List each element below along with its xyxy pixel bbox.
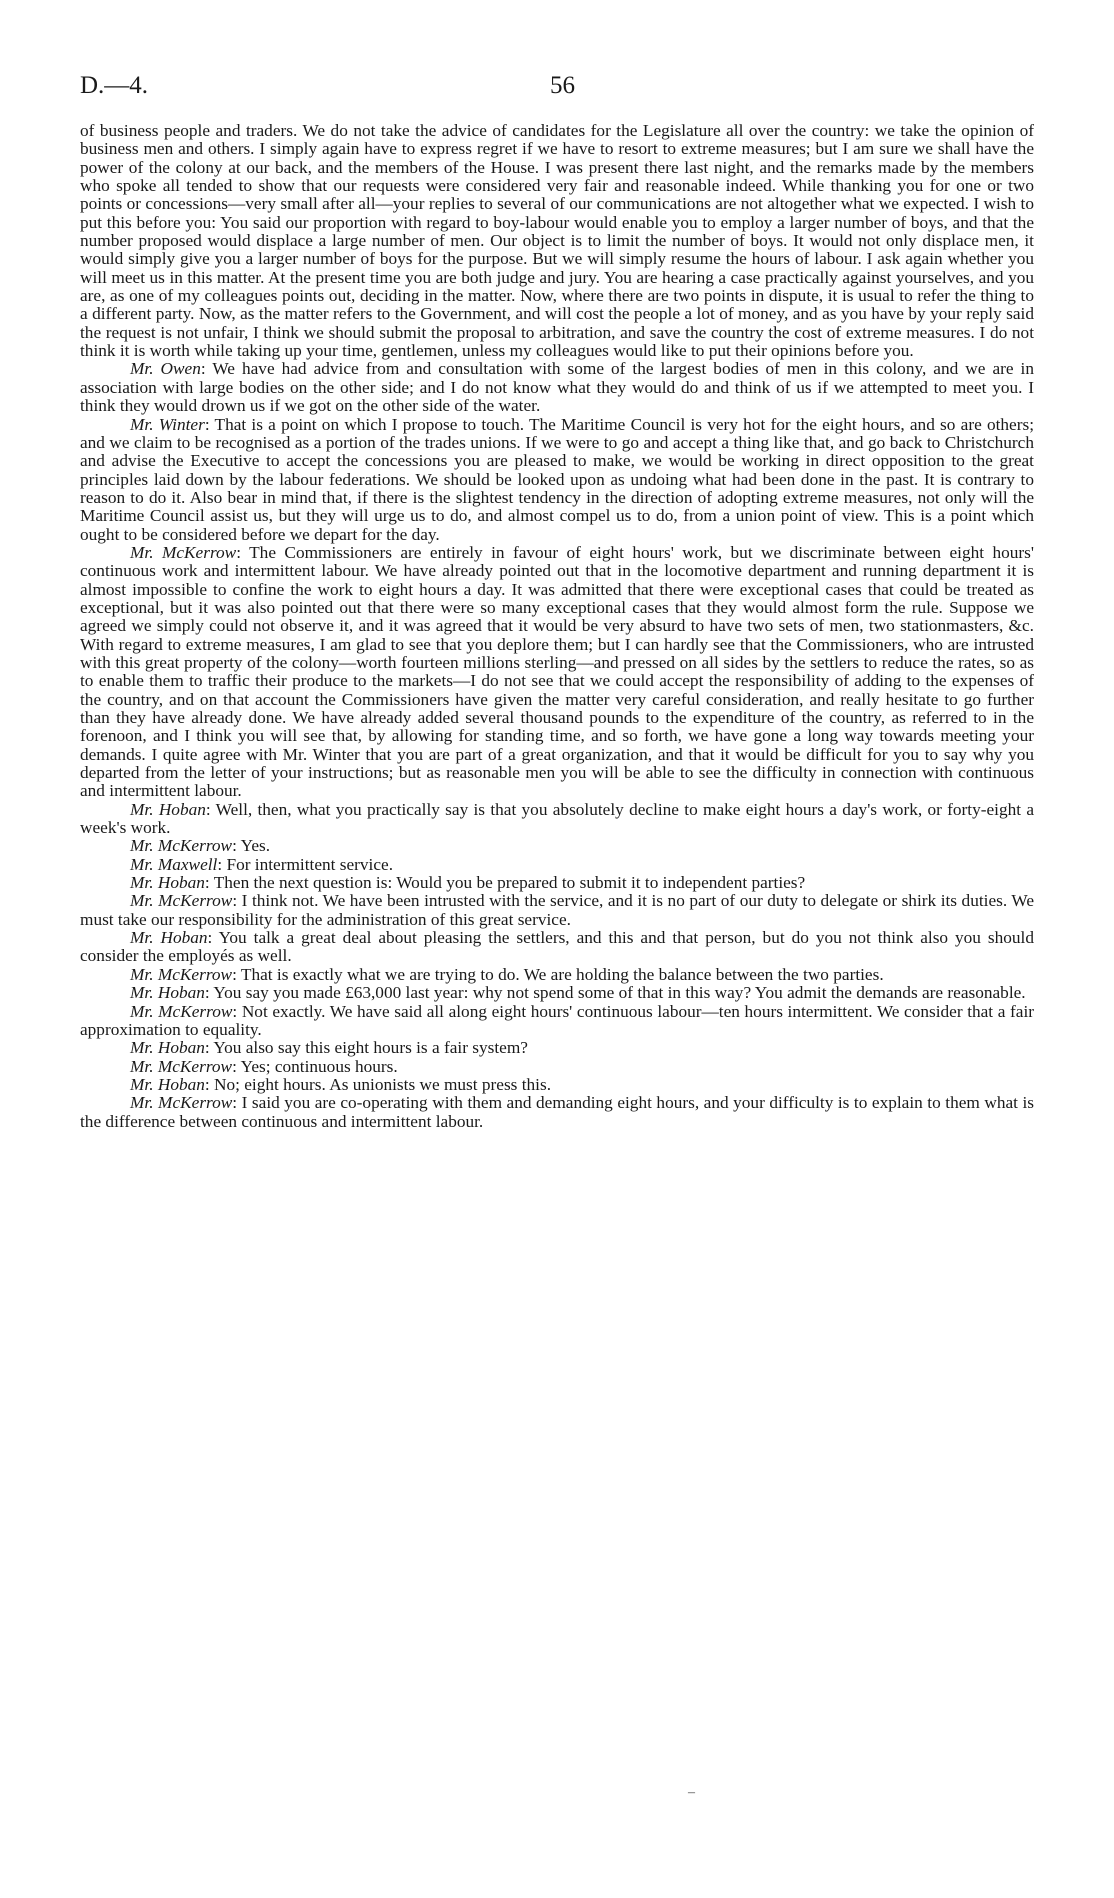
paragraph-text: You also say this eight hours is a fair system? <box>213 1038 528 1058</box>
paragraph-text: Then the next question is: Would you be prepared to submit it to independent parties? <box>213 873 806 893</box>
paragraph: Mr. Hoban: No; eight hours. As unionists we must press this. <box>130 1074 552 1094</box>
paragraph: Mr. Maxwell: For intermittent service. <box>130 854 394 874</box>
document-reference: D.—4. <box>80 72 149 99</box>
paragraph-text: The Commissioners are entirely in favour of eight hours' work, but we discriminate between eight hours' continuous work and intermittent labour. We have already pointed out that in the locomotive department and running department it is almost impossible to confine the work to eight hours a day. It was admitted that there were exceptional cases that could be treated as exceptional, but it was also pointed out that there were so many exceptional cases that they would almost form the rule. Suppose we agreed we simply could not observe it, and it was agreed that it would be very absurd to have two sets of men, two stationmasters, &c. With regard to extreme measures, I am glad to see that you deplore them; but I can hardly see that the Commissioners, who are intrusted with this great property of the colony—worth fourteen millions sterling—and pressed on all sides by the settlers to reduce the rates, so as to enable them to traffic their produce to the markets—I do not see that we could accept the responsibility of adding to the expenses of the country, and on that account the Commissioners have given the matter very careful consideration, and really hesitate to go further than they have already done. We have already added several thousand pounds to the expenditure of the country, as referred to in the forenoon, and I think you will see that, by allowing for standing time, and so forth, we have gone a long way towards meeting your demands. I quite agree with Mr. Winter that you are part of a great organization, and that it would be difficult for you to say why you departed from the letter of your instructions; but as reasonable men you will be able to see the difficulty in connection with continuous and intermittent labour. <box>80 542 1034 801</box>
paragraph: Mr. Hoban: Well, then, what you practically say is that you absolutely decline to make eight hours a day's work, or forty-eight a week's work. <box>80 799 1035 838</box>
paragraph-text: That is a point on which I propose to touch. The Maritime Council is very hot for the eight hours, and so are others; and we claim to be recognised as a portion of the trades unions. If we were to go and accept a thing like that, and go back to Christchurch and advise the Executive to accept the concessions you are pleased to make, we would be working in direct opposition to the great principles laid down by the labour federations. We should be looked upon as undoing what had been done in the past. It is contrary to reason to do it. Also bear in mind that, if there is the slightest tendency in the direction of adopting extreme measures, not only will the Maritime Council assist us, but they will urge us to do, and almost compel us to do, from a union point of view. This is a point which ought to be considered before we depart for the day. <box>80 414 1034 544</box>
paragraph: Mr. McKerrow: The Commissioners are entirely in favour of eight hours' work, but we discriminate between eight hours' continuous work and intermittent labour. We have already pointed out that in the locomotive department and running department it is almost impossible to confine the work to eight hours a day. It was admitted that there were exceptional cases that could be treated as exceptional, but it was also pointed out that there were so many exceptional cases that they would almost form the rule. Suppose we agreed we simply could not observe it, and it was agreed that it would be very absurd to have two sets of men, two stationmasters, &c. With regard to extreme measures, I am glad to see that you deplore them; but I can hardly see that the Commissioners, who are intrusted with this great property of the colony—worth fourteen millions sterling—and pressed on all sides by the settlers to reduce the rates, so as to enable them to traffic their produce to the markets—I do not see that we could accept the responsibility of adding to the expenses of the country, and on that account the Commissioners have given the matter very careful consideration, and really hesitate to go further than they have already done. We have already added several thousand pounds to the expenditure of the country, as referred to in the forenoon, and I think you will see that, by allowing for standing time, and so forth, we have gone a long way towards meeting your demands. I quite agree with Mr. Winter that you are part of a great organization, and that it would be difficult for you to say why you departed from the letter of your instructions; but as reasonable men you will be able to see the difficulty in connection with continuous and intermittent labour. <box>80 542 1034 801</box>
speaker-name: Mr. McKerrow <box>130 1093 233 1113</box>
paragraph: Mr. Hoban: Then the next question is: Would you be prepared to submit it to independent parties? <box>130 873 806 893</box>
speaker-name: Mr. McKerrow <box>130 1056 233 1076</box>
paragraph-text: Yes; continuous hours. <box>240 1056 398 1076</box>
speaker-name: Mr. Hoban <box>130 1038 205 1058</box>
speaker-name: Mr. Hoban <box>130 873 205 893</box>
speaker-name: Mr. Hoban <box>130 983 205 1003</box>
paragraph-text: You say you made £63,000 last year: why not spend some of that in this way? You admit the demands are reasonable. <box>213 983 1026 1003</box>
speaker-name: Mr. McKerrow <box>130 1001 233 1021</box>
speaker-name: Mr. Hoban <box>130 928 208 948</box>
paragraph: Mr. McKerrow: Not exactly. We have said all along eight hours' continuous labour—ten hours intermittent. We consider that a fair approximation to equality. <box>80 1001 1035 1039</box>
speaker-name: Mr. McKerrow <box>130 891 233 911</box>
paragraph: Mr. McKerrow: I think not. We have been intrusted with the service, and it is no part of our duty to delegate or shirk its duties. We must take our responsibility for the administration of this great service. <box>80 891 1034 929</box>
paragraph-text: I think not. We have been intrusted with the service, and it is no part of our duty to delegate or shirk its duties. We must take our responsibility for the administration of this great service. <box>80 891 1034 929</box>
speaker-name: Mr. McKerrow <box>130 964 233 984</box>
page-number: 56 <box>550 72 575 99</box>
paragraph: Mr. Hoban: You say you made £63,000 last year: why not spend some of that in this way? You admit the demands are reasonable. <box>130 983 1026 1003</box>
paragraph-text: Yes. <box>240 836 271 856</box>
speaker-name: Mr. Owen <box>130 359 201 379</box>
speaker-name: Mr. Hoban <box>130 799 206 819</box>
paragraph-text: No; eight hours. As unionists we must press this. <box>214 1074 552 1094</box>
page-body <box>80 122 1034 1131</box>
speaker-name: Mr. Winter <box>130 414 205 434</box>
paragraph-text: of business people and traders. We do not take the advice of candidates for the Legislature all over the country: we take the opinion of business men and others. I simply again have to express regret if we have to resort to extreme measures; but I am sure we shall have the power of the colony at our back, and the members of the House. I was present there last night, and the remarks made by the members who spoke all tended to show that our requests were considered very fair and reasonable indeed. While thanking you for one or two points or concessions—very small after all—your replies to several of our communications are not altogether what we expected. I wish to put this before you: You said our proportion with regard to boy-labour would enable you to employ a larger number of boys, and that the number proposed would displace a large number of men. Our object is to limit the number of boys. It would not only displace men, it would simply give you a larger number of boys for the purpose. But we will simply resume the hours of labour. I ask again whether you will meet us in this matter. At the present time you are both judge and jury. You are hearing a case practically against yourselves, and you are, as one of my colleagues points out, deciding in the matter. Now, where there are two points in dispute, it is usual to refer the thing to a different party. Now, as the matter refers to the Government, and will cost the people a lot of money, and as you have by your reply said the request is not unfair, I think we should submit the proposal to arbitration, and save the country the cost of extreme measures. I do not think it is worth while taking up your time, gentlemen, unless my colleagues would like to put their opinions before you. <box>80 121 1034 361</box>
page-header <box>80 72 1034 106</box>
paragraph-text: We have had advice from and consultation with some of the largest bodies of men in this colony, and we are in association with large bodies on the other side; and I do not know what they would do and think of us if we attempted to meet you. I think they would drown us if we got on the other side of the water. <box>80 359 1034 416</box>
footer-mark: – <box>688 1785 695 1800</box>
paragraph: Mr. McKerrow: Yes; continuous hours. <box>130 1056 398 1076</box>
paragraph: Mr. Hoban: You talk a great deal about pleasing the settlers, and this and that person, but do you not think also you should consider the employés as well. <box>80 928 1034 966</box>
paragraph: Mr. Winter: That is a point on which I propose to touch. The Maritime Council is very hot for the eight hours, and so are others; and we claim to be recognised as a portion of the trades unions. If we were to go and accept a thing like that, and go back to Christchurch and advise the Executive to accept the concessions you are pleased to make, we would be working in direct opposition to the great principles laid down by the labour federations. We should be looked upon as undoing what had been done in the past. It is contrary to reason to do it. Also bear in mind that, if there is the slightest tendency in the direction of adopting extreme measures, not only will the Maritime Council assist us, but they will urge us to do, and almost compel us to do, from a union point of view. This is a point which ought to be considered before we depart for the day. <box>80 414 1034 544</box>
paragraph-text: Not exactly. We have said all along eight hours' continuous labour—ten hours intermittent. We consider that a fair approximation to equality. <box>80 1001 1035 1039</box>
paragraph: Mr. McKerrow: That is exactly what we are trying to do. We are holding the balance between the two parties. <box>130 964 884 984</box>
paragraph-text: For intermittent service. <box>226 854 394 874</box>
paragraph: Mr. McKerrow: I said you are co-operating with them and demanding eight hours, and your difficulty is to explain to them what is the difference between continuous and intermittent labour. <box>80 1093 1034 1131</box>
paragraph: Mr. Hoban: You also say this eight hours is a fair system? <box>130 1038 528 1058</box>
speaker-name: Mr. McKerrow <box>130 542 237 562</box>
paragraph-text: I said you are co-operating with them and demanding eight hours, and your difficulty is to explain to them what is the difference between continuous and intermittent labour. <box>80 1093 1034 1131</box>
paragraph-text: You talk a great deal about pleasing the settlers, and this and that person, but do you not think also you should consider the employés as well. <box>80 928 1034 966</box>
speaker-name: Mr. Hoban <box>130 1074 205 1094</box>
paragraph-text: Well, then, what you practically say is that you absolutely decline to make eight hours a day's work, or forty-eight a week's work. <box>80 799 1035 838</box>
paragraph-text: That is exactly what we are trying to do. We are holding the balance between the two parties. <box>240 964 884 984</box>
paragraph <box>80 122 1034 360</box>
speaker-name: Mr. Maxwell <box>130 854 218 874</box>
paragraph: Mr. Owen: We have had advice from and consultation with some of the largest bodies of men in this colony, and we are in association with large bodies on the other side; and I do not know what they would do and think of us if we attempted to meet you. I think they would drown us if we got on the other side of the water. <box>80 359 1034 416</box>
paragraph: Mr. McKerrow: Yes. <box>130 836 271 856</box>
speaker-name: Mr. McKerrow <box>130 836 233 856</box>
